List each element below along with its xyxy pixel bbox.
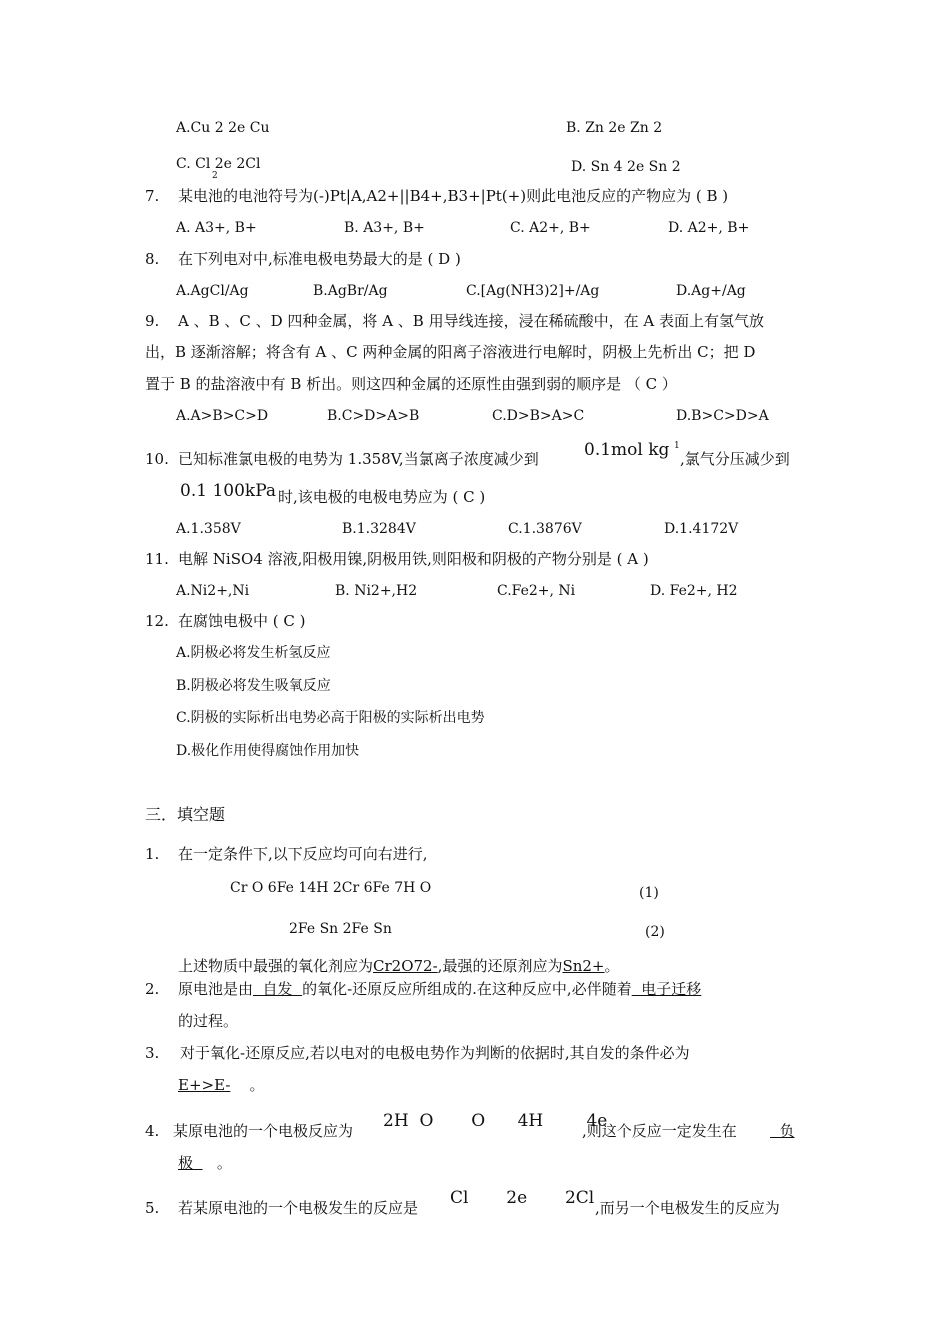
- f4-number: 4.: [145, 1122, 160, 1140]
- q8-option-a: A.AgCl/Ag: [176, 283, 249, 299]
- q6-option-c-subscript: 2: [212, 171, 218, 181]
- f1-answer-end: 。: [604, 957, 620, 975]
- f2-number: 2.: [145, 980, 160, 998]
- f1-equation-2-number: (2): [645, 924, 665, 940]
- q7-number: 7.: [145, 187, 160, 205]
- q11-option-d: D. Fe2+, H2: [650, 583, 738, 599]
- q10-concentration: 0.1mol kg: [584, 440, 670, 460]
- q9-line-3: 置于 B 的盐溶液中有 B 析出。则这四种金属的还原性由强到弱的顺序是 （ C ）: [145, 375, 677, 393]
- f1-answer-prefix: 上述物质中最强的氧化剂应为: [178, 957, 374, 975]
- q9-option-a: A.A>B>C>D: [176, 408, 269, 424]
- q12-option-a: A.阴极必将发生析氢反应: [176, 645, 331, 661]
- q12-option-b: B.阴极必将发生吸氧反应: [176, 678, 331, 694]
- q10-concentration-exponent: 1: [674, 441, 680, 451]
- q11-option-c: C.Fe2+, Ni: [497, 583, 576, 599]
- f4-text-2: ,则这个反应一定发生在: [582, 1122, 737, 1140]
- f4-text-3: 。: [216, 1154, 232, 1172]
- q7-option-a: A. A3+, B+: [176, 220, 257, 236]
- f2-text-1: 原电池是由: [178, 980, 254, 998]
- q12-option-d: D.极化作用使得腐蚀作用加快: [176, 743, 360, 759]
- f4-answer-part-2: 极: [178, 1154, 203, 1172]
- q9-line-2: 出，B 逐渐溶解；将含有 A 、C 两种金属的阳离子溶液进行电解时，阴极上先析出 C；把 D: [145, 343, 756, 361]
- q6-option-d: D. Sn 4 2e Sn 2: [571, 159, 681, 175]
- q10-number: 10.: [145, 450, 169, 468]
- q7-option-c: C. A2+, B+: [510, 220, 591, 236]
- f4-answer-part-1: 负: [770, 1122, 795, 1140]
- q9-line-1: A 、B 、C 、D 四种金属，将 A 、B 用导线连接，浸在稀硫酸中，在 A 表面上有氢气放: [178, 312, 764, 330]
- f2-line-1: [178, 979, 701, 999]
- q12-number: 12.: [145, 612, 169, 630]
- f2-answer-2: 电子迁移: [631, 980, 702, 998]
- q11-option-a: A.Ni2+,Ni: [176, 583, 250, 599]
- f2-answer-1: 自发: [253, 980, 303, 998]
- q12-text: 在腐蚀电极中 ( C ): [178, 612, 306, 630]
- f1-equation-1: Cr O 6Fe 14H 2Cr 6Fe 7H O: [230, 880, 432, 896]
- q9-option-d: D.B>C>D>A: [676, 408, 769, 424]
- f3-text-2: 。: [249, 1076, 265, 1094]
- f1-number: 1.: [145, 845, 160, 863]
- f1-text: 在一定条件下,以下反应均可向右进行,: [178, 845, 428, 863]
- f1-answer-middle: ,最强的还原剂应为: [437, 957, 563, 975]
- f1-answer-reductant: Sn2+: [562, 957, 605, 975]
- q11-text: 电解 NiSO4 溶液,阳极用镍,阴极用铁,则阳极和阴极的产物分别是 ( A ): [178, 550, 649, 568]
- f4-answer-line-2: [178, 1153, 232, 1173]
- q10-option-a: A.1.358V: [176, 521, 241, 537]
- f5-text-2: ,而另一个电极发生的反应为: [595, 1199, 780, 1217]
- q10-text-a: 已知标准氯电极的电势为 1.358V,当氯离子浓度减少到: [178, 450, 539, 468]
- f5-number: 5.: [145, 1199, 160, 1217]
- f4-equation: 2H O O 4H 4e: [383, 1111, 608, 1131]
- q10-option-c: C.1.3876V: [508, 521, 582, 537]
- q8-option-d: D.Ag+/Ag: [676, 283, 746, 299]
- q10-text-b: ,氯气分压减少到: [680, 450, 790, 468]
- f4-text-1: 某原电池的一个电极反应为: [173, 1122, 354, 1140]
- q10-option-d: D.1.4172V: [664, 521, 739, 537]
- q8-number: 8.: [145, 250, 160, 268]
- section-heading-fill-in: 三．填空题: [145, 805, 226, 824]
- f1-equation-1-number: (1): [639, 885, 659, 901]
- f3-answer-line: [178, 1075, 264, 1095]
- f1-equation-2: 2Fe Sn 2Fe Sn: [289, 921, 392, 937]
- f3-answer: E+>E-: [178, 1076, 231, 1094]
- q6-option-a: A.Cu 2 2e Cu: [176, 120, 270, 136]
- f2-text-2: 的氧化-还原反应所组成的.在这种反应中,必伴随着: [302, 980, 632, 998]
- q8-option-b: B.AgBr/Ag: [313, 283, 388, 299]
- f5-text-1: 若某原电池的一个电极发生的反应是: [178, 1199, 419, 1217]
- q6-option-b: B. Zn 2e Zn 2: [566, 120, 663, 136]
- q10-pressure: 0.1 100kPa: [180, 481, 276, 501]
- f1-answer-line: [178, 956, 620, 976]
- f3-number: 3.: [145, 1044, 160, 1062]
- f3-text-1: 对于氧化-还原反应,若以电对的电极电势作为判断的依据时,其自发的条件必为: [180, 1044, 690, 1062]
- q11-option-b: B. Ni2+,H2: [335, 583, 418, 599]
- q6-option-c: C. Cl 2e 2Cl: [176, 156, 261, 172]
- q8-text: 在下列电对中,标准电极电势最大的是 ( D ): [178, 250, 461, 268]
- q9-number: 9.: [145, 312, 160, 330]
- q9-option-c: C.D>B>A>C: [492, 408, 585, 424]
- q10-text-c: 时,该电极的电极电势应为 ( C ): [278, 488, 486, 506]
- q9-option-b: B.C>D>A>B: [327, 408, 420, 424]
- f5-equation: Cl 2e 2Cl: [450, 1188, 595, 1208]
- q7-text: 某电池的电池符号为(-)Pt|A,A2+||B4+,B3+|Pt(+)则此电池反应的产物应为 ( B ): [178, 187, 729, 205]
- q7-option-b: B. A3+, B+: [344, 220, 425, 236]
- q8-option-c: C.[Ag(NH3)2]+/Ag: [466, 283, 600, 299]
- q12-option-c: C.阴极的实际析出电势必高于阳极的实际析出电势: [176, 710, 485, 726]
- f2-text-3: 的过程。: [178, 1012, 239, 1030]
- q11-number: 11.: [145, 550, 169, 568]
- q7-option-d: D. A2+, B+: [668, 220, 750, 236]
- q10-option-b: B.1.3284V: [342, 521, 416, 537]
- f1-answer-oxidant: Cr2O72-: [373, 957, 438, 975]
